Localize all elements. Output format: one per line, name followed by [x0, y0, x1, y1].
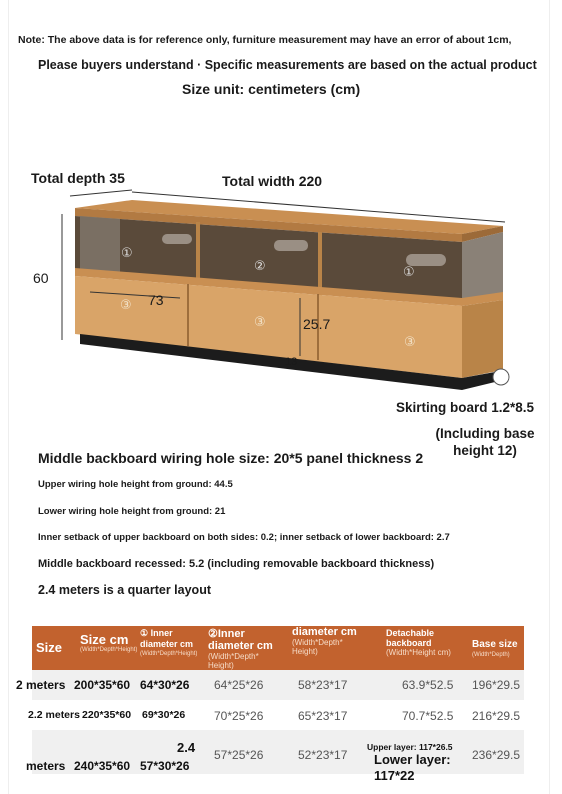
size-unit: Size unit: centimeters (cm) [182, 81, 361, 97]
header-backboard-sub: (Width*Height cm) [386, 648, 451, 657]
row-backboard-lower-label: Lower layer: [374, 752, 451, 767]
header-inner3-title: diameter cm [292, 626, 357, 638]
row-dims: 240*35*60 [74, 759, 131, 773]
skirting-note: (Including base height 12) [435, 426, 535, 458]
header-inner2 [208, 626, 284, 672]
row-inner2: 57*25*26 [214, 748, 264, 762]
marker-drawer-left: ③ [120, 298, 132, 313]
header-base-title: Base size [472, 639, 518, 650]
marker-drawer-middle: ③ [254, 315, 266, 330]
depth-dimension-line [70, 190, 132, 196]
header-inner1-title: ① Inner diameter cm [140, 628, 194, 649]
row-size-line2: meters [26, 759, 66, 773]
row-base: 196*29.5 [472, 678, 521, 692]
row-backboard: 63.9*52.5 [402, 678, 454, 692]
header-base-sub: (Width*Depth) [472, 652, 510, 658]
total-depth-label: Total depth 35 [31, 170, 125, 186]
total-width-label: Total width 220 [222, 173, 323, 189]
drawer-width-label: 73 [148, 292, 164, 308]
header-inner3-sub: (Width*Depth* Height) [292, 638, 343, 656]
row-size: 2.2 meters [28, 709, 80, 721]
height-label: 60 [33, 270, 49, 286]
wiring-hole-spec: Middle backboard wiring hole size: 20*5 panel thickness 2 [38, 450, 424, 466]
upper-hole-spec: Upper wiring hole height from ground: 44.5 [38, 479, 233, 490]
row-backboard: 70.7*52.5 [402, 709, 454, 723]
layout-note: 2.4 meters is a quarter layout [38, 583, 211, 597]
header-size-cm-sub: (Width*Depth*Height) [80, 647, 138, 653]
left-glass-panel [80, 216, 120, 272]
table-row [16, 670, 524, 700]
divider-right [318, 232, 322, 296]
recessed-spec: Middle backboard recessed: 5.2 (including removable backboard thickness) [38, 558, 435, 570]
row-inner1: 69*30*26 [142, 709, 186, 721]
row-inner3: 58*23*17 [298, 678, 348, 692]
header-backboard [386, 626, 462, 672]
skirting-callout-circle [493, 369, 509, 385]
row-dims: 220*35*60 [82, 709, 132, 721]
header-inner2-title: ②Inner diameter cm [208, 628, 273, 652]
lower-hole-spec: Lower wiring hole height from ground: 21 [38, 506, 226, 517]
header-backboard-title: Detachable backboard [386, 628, 435, 648]
header-inner2-sub: (Width*Depth* Height) [208, 652, 259, 670]
wiring-hole-middle [274, 240, 308, 251]
drawer-height-label: 25.7 [303, 316, 331, 332]
disclaimer-note: Note: The above data is for reference only, furniture measurement may have an error of about 1cm, [18, 34, 512, 46]
marker-upper-left: ① [121, 246, 133, 261]
header-size-cm-title: Size cm [80, 632, 129, 647]
header-inner1-sub: (Width*Depth*Height) [140, 651, 198, 657]
row-base: 236*29.5 [472, 748, 521, 762]
marker-upper-right: ① [403, 265, 415, 280]
row-backboard-upper: Upper layer: 117*26.5 [367, 742, 453, 752]
row-base: 216*29.5 [472, 709, 521, 723]
table-row [26, 730, 524, 783]
table-header [32, 626, 524, 670]
row-dims: 200*35*60 [74, 678, 131, 692]
divider-left [196, 222, 200, 282]
row-inner3: 52*23*17 [298, 748, 348, 762]
row-inner2: 64*25*26 [214, 678, 264, 692]
header-size-title: Size [36, 640, 63, 655]
marker-middle: ② [254, 259, 266, 274]
setback-spec: Inner setback of upper backboard on both sides: 0.2; inner setback of lower backboard: 2.7 [38, 532, 450, 543]
cabinet-side-lower [462, 300, 503, 378]
row-backboard-lower-value: 117*22 [374, 768, 415, 783]
header-inner1 [140, 626, 206, 672]
row-size-line1: 2.4 [177, 740, 196, 755]
row-inner1: 57*30*26 [140, 759, 190, 773]
row-inner2: 70*25*26 [214, 709, 264, 723]
size-table [16, 626, 524, 783]
skirting-label: Skirting board 1.2*8.5 [396, 400, 535, 415]
header-inner3 [292, 626, 364, 670]
row-inner3: 65*23*17 [298, 709, 348, 723]
marker-drawer-right: ③ [404, 335, 416, 350]
base-height-label: 13 [285, 356, 298, 368]
row-inner1: 64*30*26 [140, 678, 190, 692]
wiring-hole-left [162, 234, 192, 244]
table-row [28, 700, 524, 730]
buyer-notice: Please buyers understand · Specific measurements are based on the actual product [38, 58, 537, 72]
row-size: 2 meters [16, 678, 66, 692]
